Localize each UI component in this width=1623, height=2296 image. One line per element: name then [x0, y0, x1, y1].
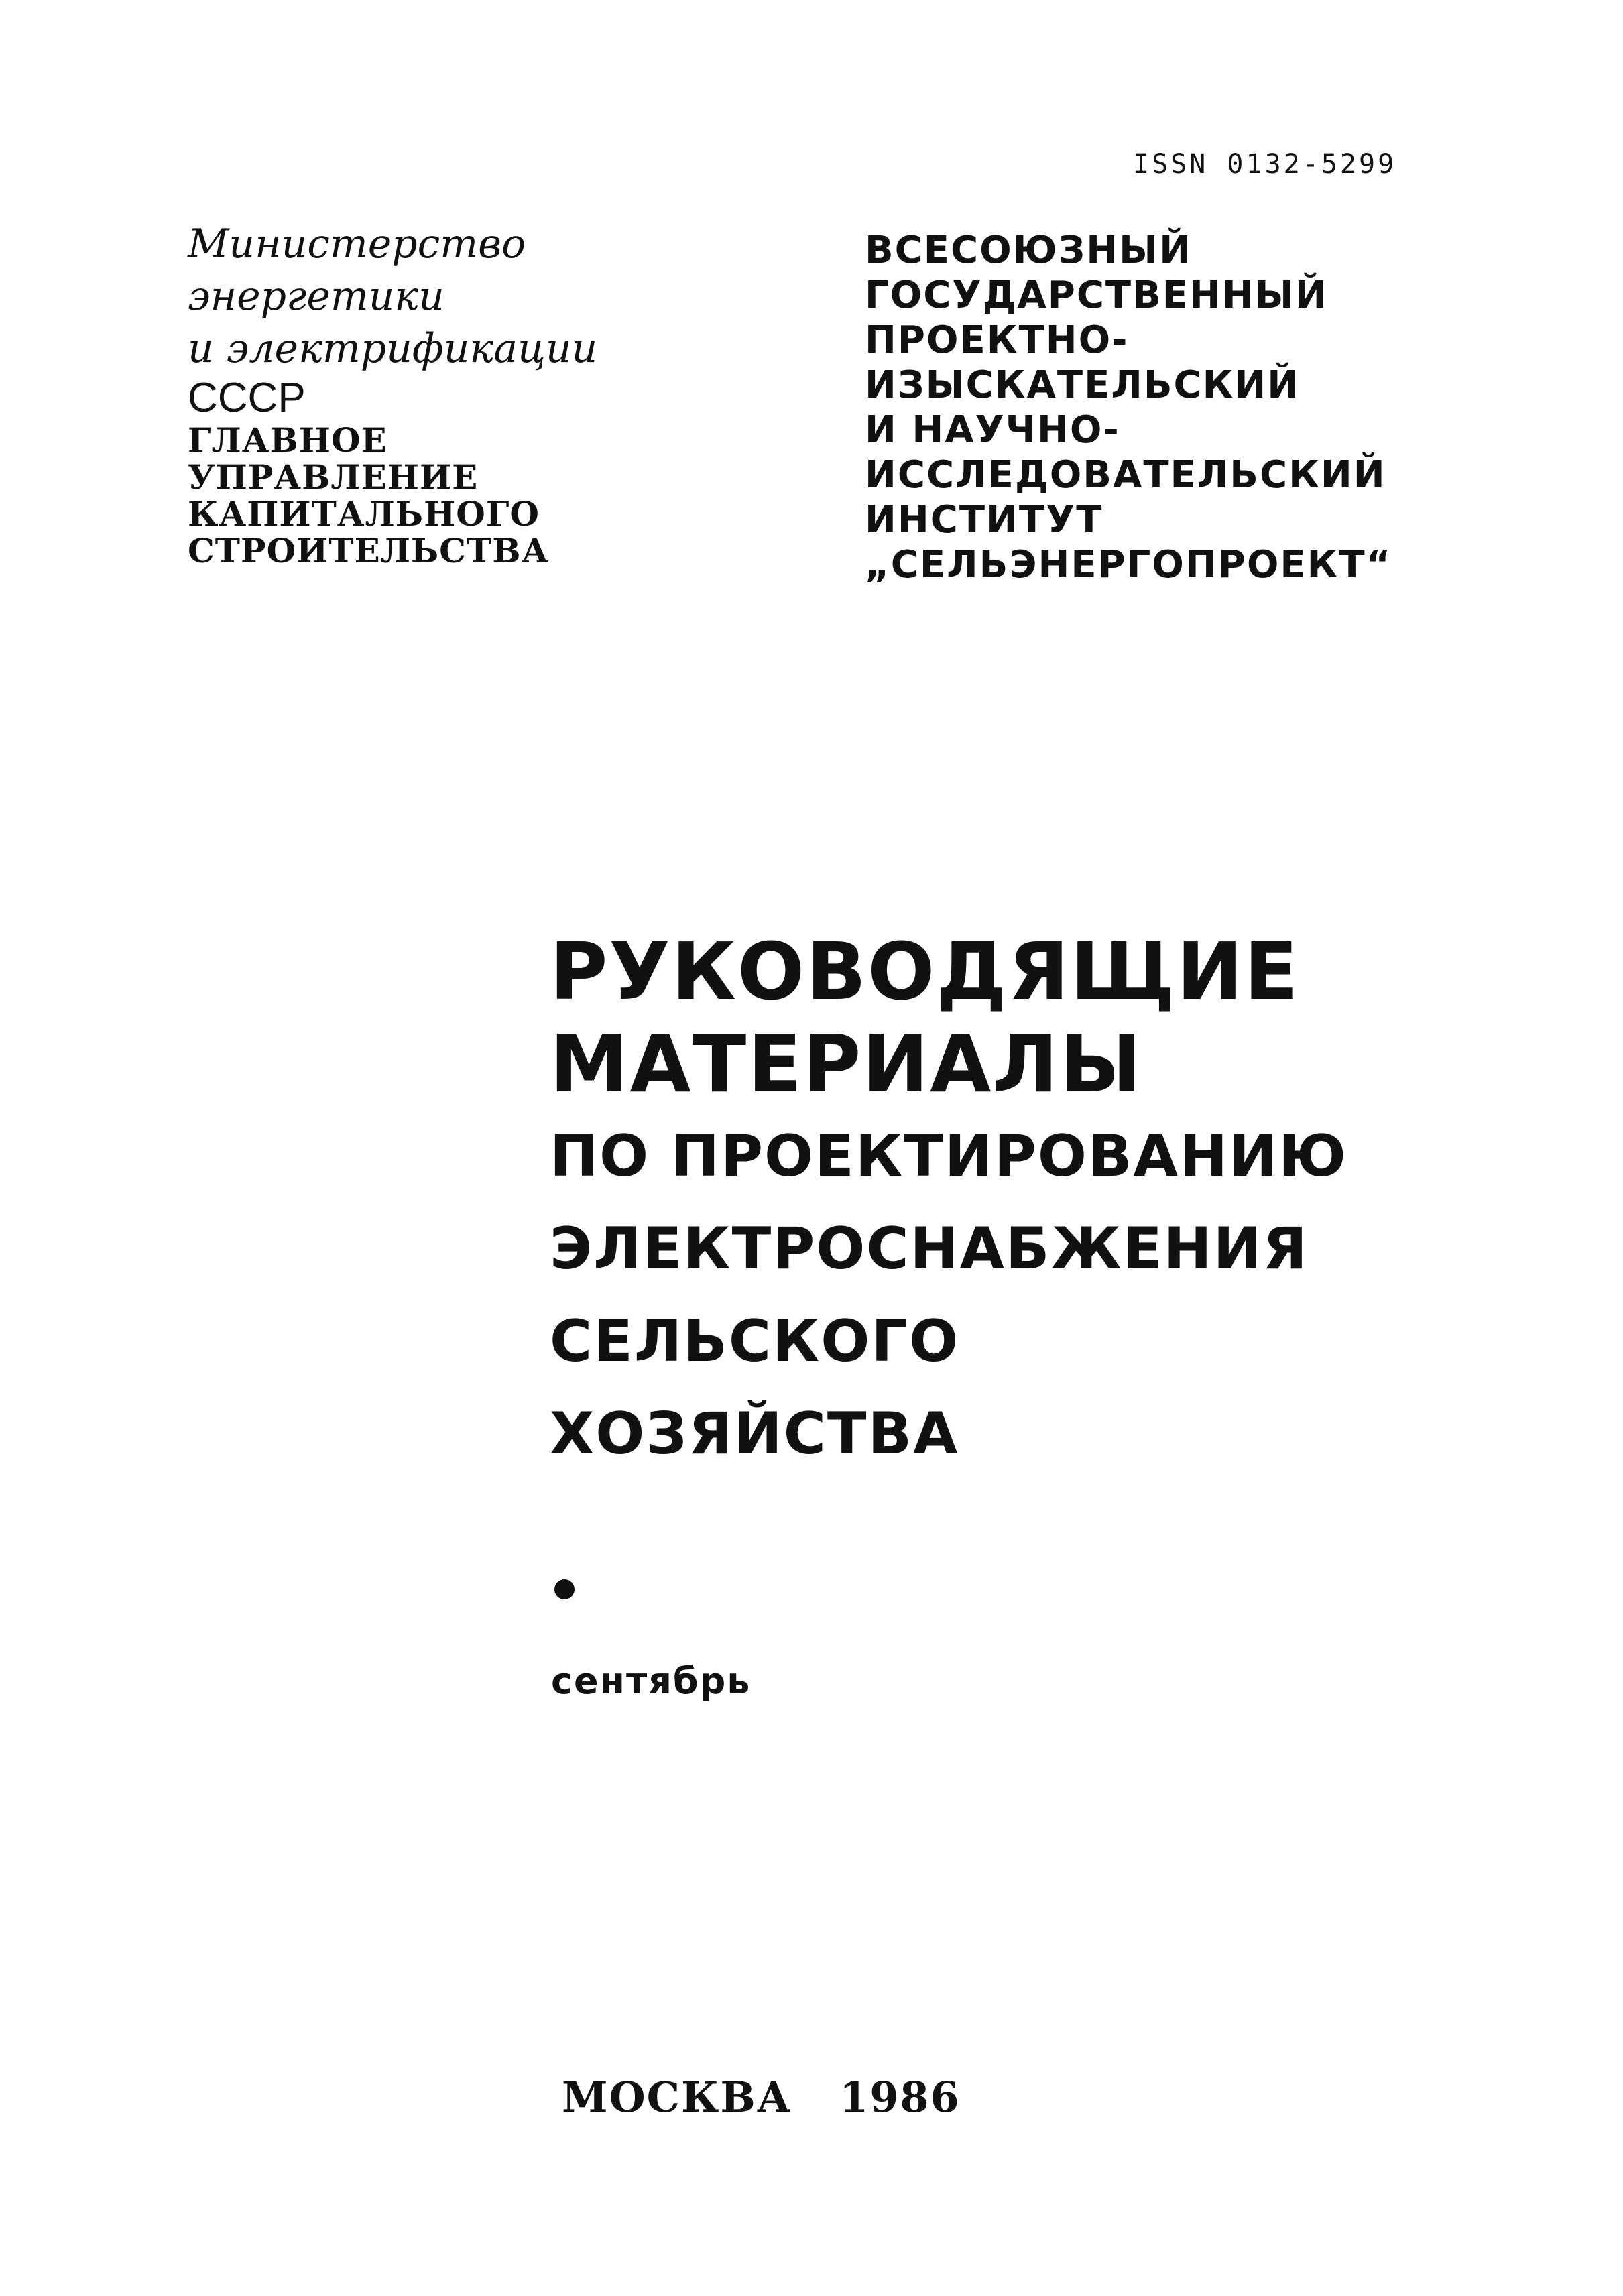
institute-name: „СЕЛЬЭНЕРГОПРОЕКТ“ — [865, 543, 1392, 587]
department-line: КАПИТАЛЬНОГО — [188, 494, 540, 534]
title-sub-line: ХОЗЯЙСТВА — [550, 1400, 959, 1467]
institute-line: И НАУЧНО- — [865, 408, 1120, 452]
ministry-line: Министерство — [188, 221, 526, 267]
ministry-block — [188, 218, 597, 569]
institute-line: ГОСУДАРСТВЕННЫЙ — [865, 274, 1328, 317]
institute-line: ВСЕСОЮЗНЫЙ — [865, 229, 1193, 272]
department-line: УПРАВЛЕНИЕ — [188, 457, 479, 497]
bullet-dot-icon — [554, 1579, 575, 1599]
title-main-line: МАТЕРИАЛЫ — [550, 1018, 1143, 1110]
title-sub-line: СЕЛЬСКОГО — [550, 1308, 960, 1375]
issn-number: ISSN 0132-5299 — [1133, 149, 1397, 180]
institute-block — [865, 228, 1392, 587]
institute-line: ИЗЫСКАТЕЛЬСКИЙ — [865, 363, 1301, 407]
institute-line: ПРОЕКТНО- — [865, 318, 1129, 362]
imprint-city: МОСКВА — [562, 2073, 792, 2122]
document-title — [550, 925, 1347, 1480]
imprint-year: 1986 — [839, 2073, 961, 2122]
issue-month: сентябрь — [551, 1660, 752, 1702]
ministry-line: и электрификации — [188, 325, 598, 372]
title-sub-line: ПО ПРОЕКТИРОВАНИЮ — [550, 1123, 1347, 1190]
title-main-line: РУКОВОДЯЩИЕ — [550, 925, 1300, 1018]
institute-line: ИНСТИТУТ — [865, 498, 1103, 542]
institute-line: ИССЛЕДОВАТЕЛЬСКИЙ — [865, 453, 1386, 497]
department-line: ГЛАВНОЕ — [188, 420, 387, 460]
ministry-country: СССР — [188, 375, 306, 421]
title-sub-line: ЭЛЕКТРОСНАБЖЕНИЯ — [550, 1215, 1309, 1282]
department-line: СТРОИТЕЛЬСТВА — [188, 531, 550, 570]
imprint — [562, 2073, 961, 2122]
ministry-line: энергетики — [188, 273, 444, 320]
